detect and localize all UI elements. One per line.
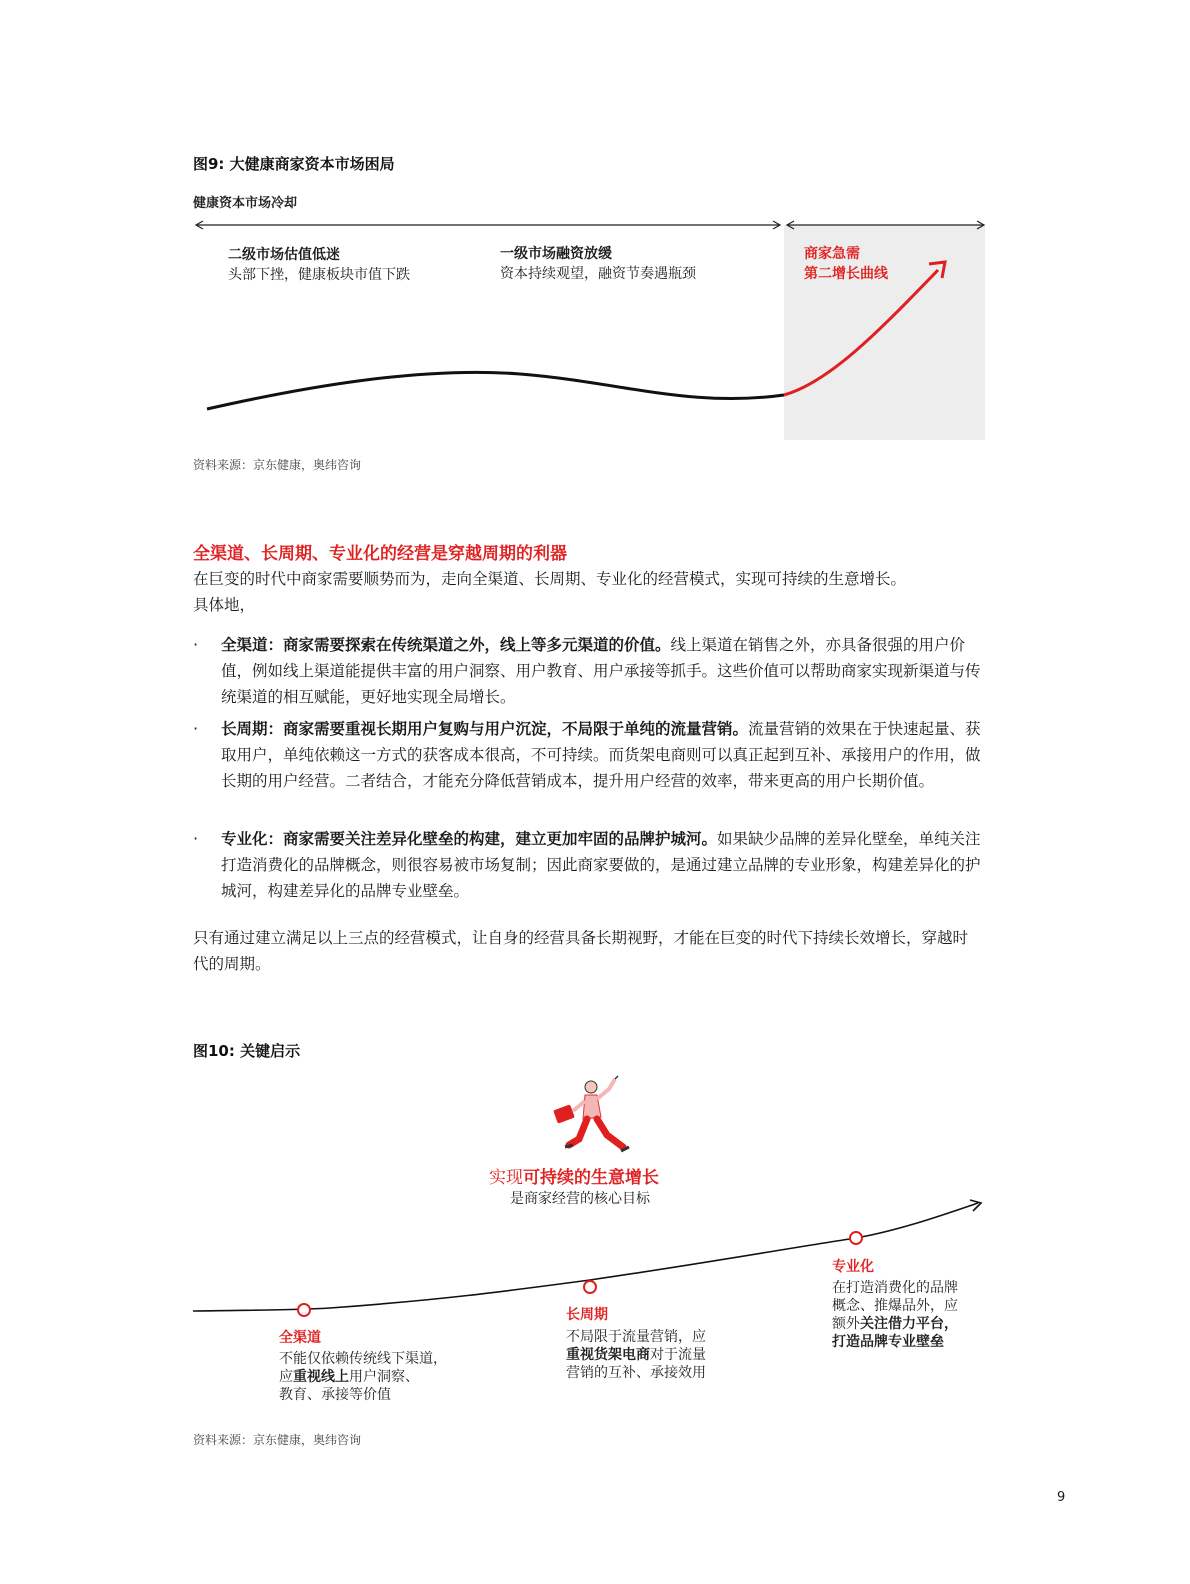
fig10-step3-line3-bold: 关注借力平台， — [860, 1316, 958, 1332]
fig10-step2-title: 长周期 — [566, 1307, 608, 1323]
fig10-step1-title: 全渠道 — [279, 1330, 321, 1346]
fig10-step2-line2 — [566, 1346, 706, 1365]
fig9-growth-curve — [784, 270, 938, 395]
fig9-chart — [0, 0, 1190, 460]
fig10-step3-title: 专业化 — [832, 1259, 874, 1275]
bullet-dot: · — [193, 719, 199, 738]
fig10-source: 资料来源：京东健康，奥纬咨询 — [193, 1433, 362, 1447]
bullet-omnichannel-text: 线上渠道在销售之外，亦具备很强的用户价值，例如线上渠道能提供丰富的用户洞察、用户教育、用户承接等抓手。这些价值可以帮助商家实现新渠道与传统渠道的相互赋能，更好地实现全局增长。 — [221, 636, 981, 706]
fig10-goal-pre: 实现 — [489, 1168, 523, 1188]
bullet-long-cycle-text: 流量营销的效果在于快速起量、获取用户，单纯依赖这一方式的获客成本很高，不可持续。而货架电商则可以真正起到互补、承接用户的作用，做长期的用户经营。二者结合，才能充分降低营销成本，提升用户经营的效率，带来更高的用户长期价值。 — [221, 720, 981, 790]
fig10-title: 图10: 关键启示 — [193, 1042, 301, 1060]
fig9-timeline-label: 健康资本市场冷却 — [193, 196, 298, 211]
fig10-step2-line2-post: 对于流量 — [650, 1347, 706, 1363]
fig10-goal-sub: 是商家经营的核心目标 — [510, 1191, 650, 1207]
fig10-step1-line3: 教育、承接等价值 — [279, 1387, 391, 1403]
fig10-step1-line2 — [279, 1368, 419, 1387]
bullet-professional-text: 如果缺少品牌的差异化壁垒，单纯关注打造消费化的品牌概念，则很容易被市场复制；因此商家要做的，是通过建立品牌的专业形象，构建差异化的护城河，构建差异化的品牌专业壁垒。 — [221, 830, 981, 900]
bullet-professional-lead: 专业化：商家需要关注差异化壁垒的构建，建立更加牢固的品牌护城河。 — [221, 830, 718, 848]
section-intro-line2: 具体地， — [193, 596, 256, 614]
fig10-step1-line2-post: 用户洞察、 — [349, 1369, 419, 1385]
fig10-step1-line2-pre: 应 — [279, 1369, 293, 1385]
fig10-step2-line1: 不局限于流量营销，应 — [566, 1329, 706, 1345]
fig9-phase1-desc: 头部下挫，健康板块市值下跌 — [228, 267, 410, 283]
bullet-omnichannel-lead: 全渠道：商家需要探索在传统渠道之外，线上等多元渠道的价值。 — [221, 636, 671, 654]
fig10-step2-line2-bold: 重视货架电商 — [566, 1347, 650, 1363]
section-conclusion: 只有通过建立满足以上三点的经营模式，让自身的经营具备长期视野，才能在巨变的时代下持续长效增长，穿越时代的周期。 — [193, 929, 969, 973]
fig10-step3-line1: 在打造消费化的品牌 — [832, 1280, 958, 1296]
fig9-phase2-title: 一级市场融资放缓 — [500, 246, 612, 262]
fig10-goal-bold: 可持续的生意增长 — [523, 1168, 659, 1188]
fig10-step3-line4: 打造品牌专业壁垒 — [832, 1334, 944, 1350]
bullet-omnichannel — [221, 632, 991, 710]
fig9-phase2-desc: 资本持续观望，融资节奏遇瓶颈 — [500, 266, 696, 282]
fig10-step3-line2: 概念、推爆品外，应 — [832, 1298, 958, 1314]
bullet-dot: · — [193, 635, 199, 654]
fig10-step1-line1: 不能仅依赖传统线下渠道， — [279, 1351, 447, 1367]
fig10-step2-line3: 营销的互补、承接效用 — [566, 1365, 706, 1381]
fig10-node-long-cycle — [584, 1281, 596, 1293]
fig10-step3-line3-pre: 额外 — [832, 1316, 860, 1332]
section-intro-line1: 在巨变的时代中商家需要顺势而为，走向全渠道、长周期、专业化的经营模式，实现可持续的生意增长。 — [193, 570, 907, 588]
fig9-source: 资料来源：京东健康，奥纬咨询 — [193, 458, 362, 472]
bullet-long-cycle-lead: 长周期：商家需要重视长期用户复购与用户沉淀，不局限于单纯的流量营销。 — [221, 720, 749, 738]
fig10-step1-line2-bold: 重视线上 — [293, 1369, 349, 1385]
fig9-title: 图9: 大健康商家资本市场困局 — [193, 155, 395, 173]
fig9-timeline-arrow-right — [787, 221, 984, 229]
page-number: 9 — [1057, 1490, 1066, 1505]
fig9-phase1-title: 二级市场估值低迷 — [228, 247, 340, 263]
fig10-node-omnichannel — [298, 1304, 310, 1316]
fig9-wave-line — [207, 372, 784, 409]
fig9-phase3-line1: 商家急需 — [804, 246, 860, 262]
bullet-professional — [221, 826, 991, 904]
fig9-phase3-line2: 第二增长曲线 — [804, 266, 888, 282]
fig9-timeline-arrow-left — [196, 221, 780, 229]
bullet-dot: · — [193, 829, 199, 848]
fig10-goal-title — [489, 1163, 659, 1188]
running-person-illustration — [545, 1075, 635, 1157]
section-heading: 全渠道、长周期、专业化的经营是穿越周期的利器 — [193, 544, 567, 564]
fig10-step3-line3 — [832, 1315, 958, 1334]
bullet-long-cycle — [221, 716, 991, 794]
fig10-node-professional — [850, 1232, 862, 1244]
